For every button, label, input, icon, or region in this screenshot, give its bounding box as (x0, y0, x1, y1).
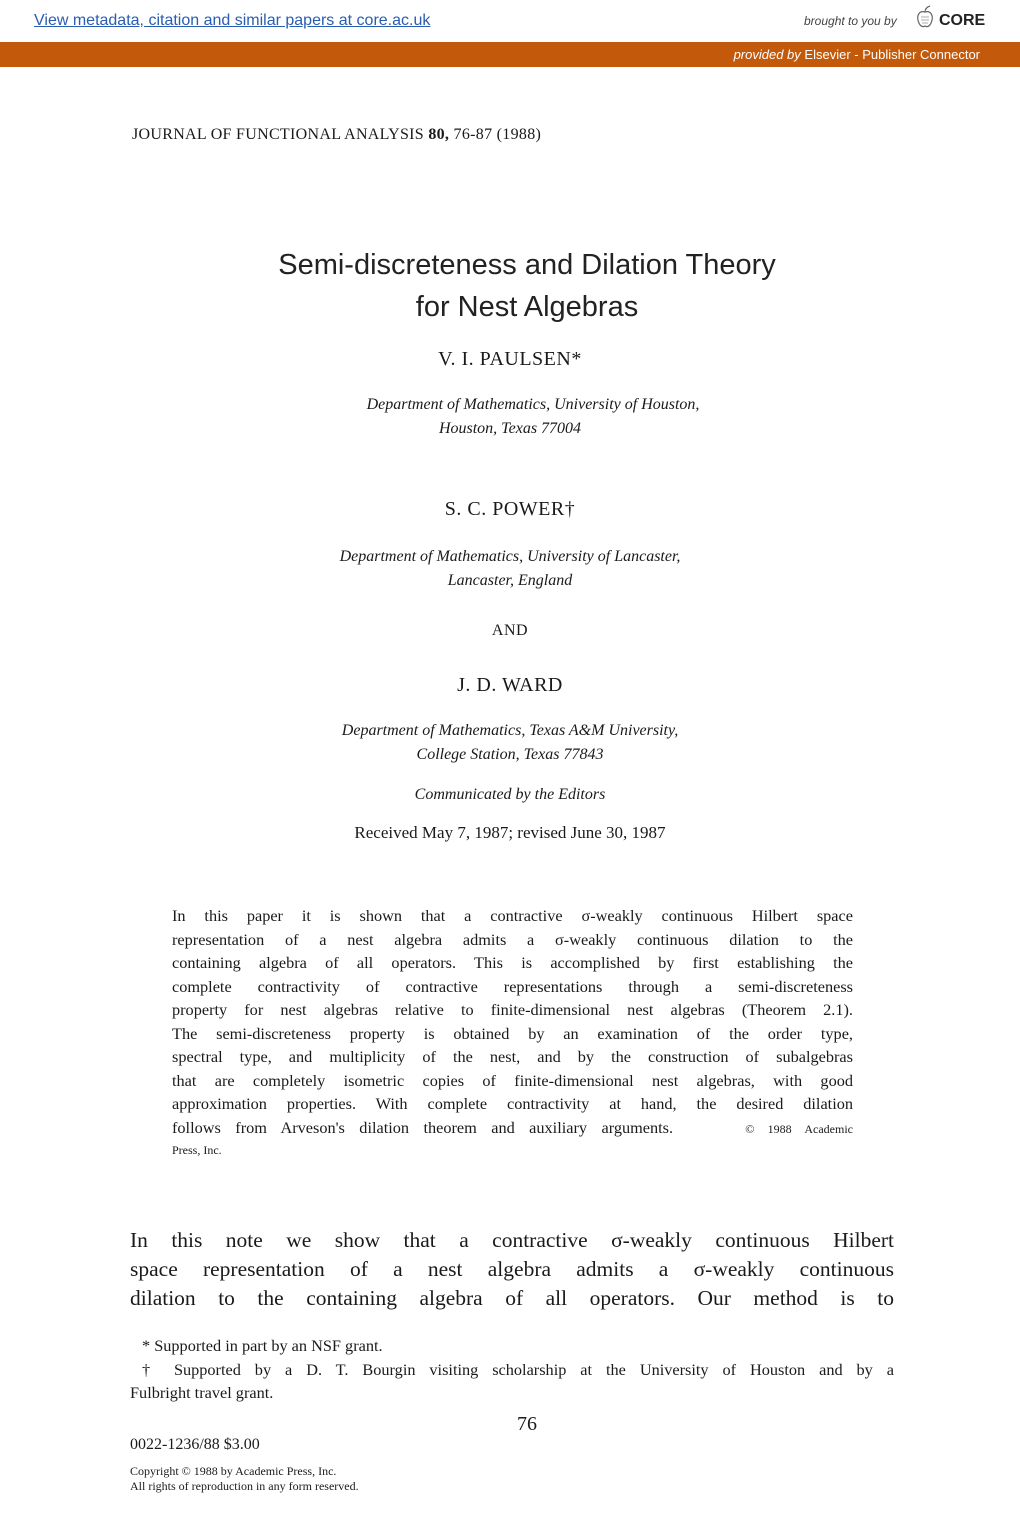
journal-pages-year: 76-87 (1988) (453, 126, 542, 143)
abstract-line: representation of a nest algebra admits a σ-weakly continuous dilation to the (172, 929, 853, 949)
abstract-line: approximation properties. With complete contractivity at hand, the desired dilation (172, 1094, 853, 1113)
journal-header (132, 126, 541, 144)
abstract-line: property for nest algebras relative to finite-dimensional nest algebras (Theorem 2.1). (172, 1000, 853, 1019)
metadata-link[interactable]: View metadata, citation and similar papers at core.ac.uk (34, 12, 431, 29)
author-affiliation: College Station, Texas 77843 (416, 746, 604, 763)
author-affiliation: Lancaster, England (447, 572, 573, 589)
abstract-copyright: © 1988 Academic (745, 1121, 854, 1136)
core-logo-text[interactable]: CORE (939, 12, 986, 29)
rights-line: All rights of reproduction in any form reserved. (130, 1479, 359, 1493)
journal-volume: 80, (428, 126, 450, 143)
footnote: † Supported by a D. T. Bourgin visiting scholarship at the University of Houston and by a (142, 1359, 894, 1379)
author-affiliation: Department of Mathematics, Texas A&M University, (341, 722, 679, 739)
provided-by-label: provided by (733, 47, 801, 62)
body-line: In this note we show that a contractive σ-weakly continuous Hilbert (130, 1228, 894, 1252)
abstract-copyright-end: Press, Inc. (172, 1143, 222, 1157)
provider-name[interactable]: Elsevier - Publisher Connector (804, 47, 980, 62)
author-affiliation: Department of Mathematics, University of Lancaster, (339, 548, 681, 565)
provided-by-text (734, 47, 980, 62)
paper-title-line1: Semi-discreteness and Dilation Theory (278, 249, 776, 281)
author-affiliation: Houston, Texas 77004 (438, 420, 582, 437)
abstract-line: containing algebra of all operators. This is accomplished by first establishing the (172, 953, 853, 972)
abstract-line-last (172, 1116, 853, 1140)
body-text (130, 1226, 894, 1313)
footnotes (130, 1334, 894, 1405)
core-provider-bar (0, 42, 1020, 67)
footnote: * Supported in part by an NSF grant. (142, 1336, 383, 1355)
body-line: space representation of a nest algebra admits a σ-weakly continuous (130, 1257, 894, 1281)
core-apple-icon (914, 4, 936, 30)
abstract-line-text: follows from Arveson's dilation theorem and auxiliary arguments. (172, 1117, 674, 1137)
received-dates: Received May 7, 1987; revised June 30, 1987 (354, 823, 666, 842)
and-separator: AND (491, 622, 529, 639)
paper-title-line2: for Nest Algebras (415, 291, 639, 323)
price-code: 0022-1236/88 $3.00 (130, 1436, 260, 1453)
author-affiliation: Department of Mathematics, University of Houston, (366, 396, 700, 413)
journal-name: JOURNAL OF FUNCTIONAL ANALYSIS (132, 126, 425, 143)
abstract-line: spectral type, and multiplicity of the nest, and by the construction of subalgebras (172, 1047, 853, 1066)
abstract-line: In this paper it is shown that a contractive σ-weakly continuous Hilbert space (172, 906, 853, 925)
abstract-line: The semi-discreteness property is obtained by an examination of the order type, (172, 1023, 853, 1043)
copyright-line: Copyright © 1988 by Academic Press, Inc. (130, 1464, 337, 1478)
abstract-line: complete contractivity of contractive representations through a semi-discreteness (172, 976, 853, 996)
body-line: dilation to the containing algebra of all operators. Our method is to (130, 1286, 894, 1310)
abstract-line: that are completely isometric copies of finite-dimensional nest algebras, with good (172, 1070, 853, 1090)
core-header (0, 0, 1020, 40)
footnote: Fulbright travel grant. (130, 1383, 274, 1402)
page-number: 76 (517, 1413, 537, 1435)
author-name: S. C. POWER† (444, 498, 576, 520)
author-name: J. D. WARD (457, 674, 563, 696)
communicated-by: Communicated by the Editors (414, 786, 606, 803)
author-name: V. I. PAULSEN* (438, 348, 582, 370)
abstract (172, 904, 853, 1163)
brought-to-you-text: brought to you by (804, 14, 897, 28)
